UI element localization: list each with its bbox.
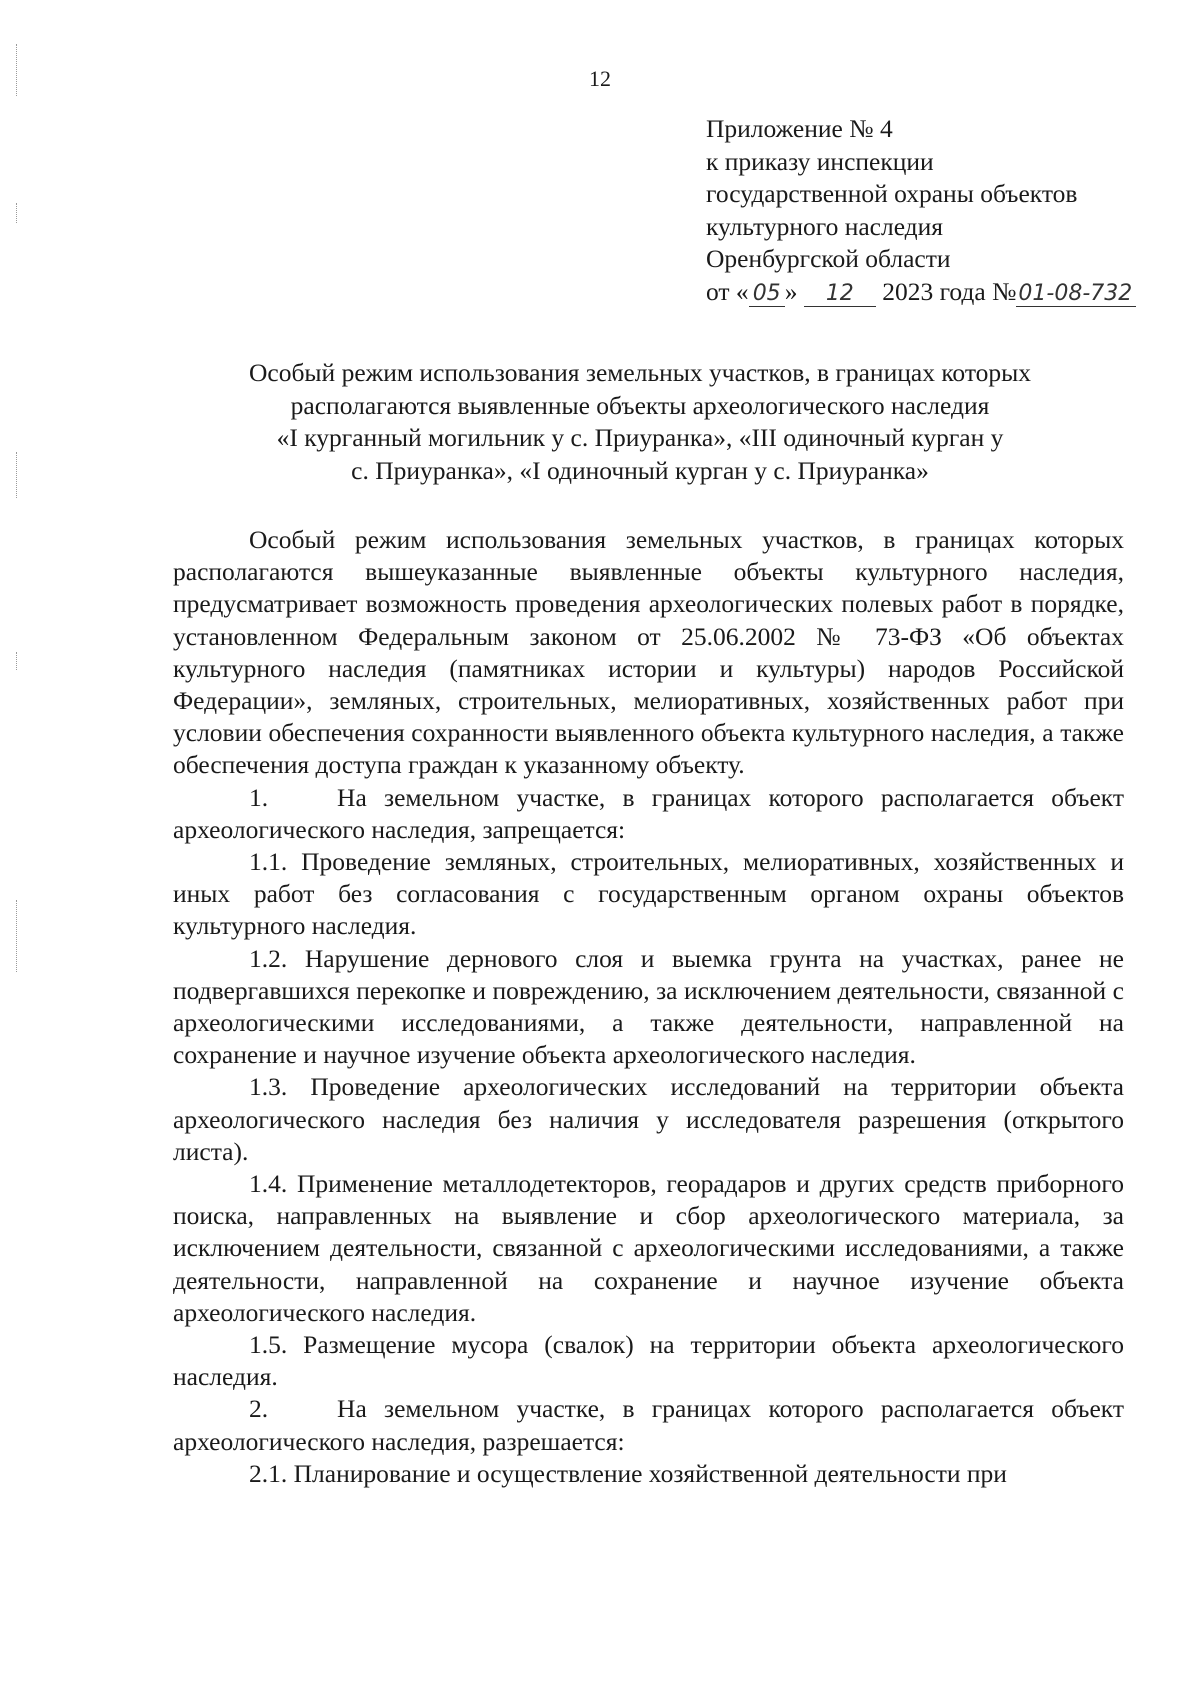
clause-2-1: 2.1. Планирование и осуществление хозяйственной деятельности при [249,1458,1007,1488]
scan-artifact [16,203,23,223]
clause-1-3: 1.3. Проведение археологических исследований на территории объекта археологического наследия без наличия у исследователя разрешения (открытого листа). [173,1072,1124,1166]
clause-1-2: 1.2. Нарушение дернового слоя и выемка грунта на участках, ранее не подвергавшихся перекопке и повреждению, за исключением деятельности, связанной с археологическими исследованиями, а также деятельности, направленной на сохранение и научное изучение объекта археологического наследия. [173,943,1124,1070]
appendix-line: Приложение № 4 [706,114,893,143]
clause-1-5: 1.5. Размещение мусора (свалок) на территории объекта археологического наследия. [173,1330,1124,1392]
date-prefix: от « [706,276,749,306]
handwritten-day: 05 [749,282,785,307]
appendix-header [706,113,1166,308]
title-line: Особый режим использования земельных участков, в границах которых [248,358,1032,387]
page-number: 12 [589,66,611,91]
date-mid: » [784,276,798,306]
clause-1-1: 1.1. Проведение земляных, строительных, мелиоративных, хозяйственных и иных работ без согласования с государственным органом охраны объектов культурного наследия. [173,847,1124,941]
scan-artifact [16,652,23,670]
handwritten-month: 12 [804,282,876,307]
scan-artifact [16,452,23,498]
handwritten-order-number: 01-08-732 [1016,282,1136,307]
appendix-line: Оренбургской области [706,244,951,273]
title-line: с. Приуранка», «I одиночный курган у с. Приуранка» [351,455,929,485]
clause-1: 1. На земельном участке, в границах которого располагается объект археологического наследия, запрещается: [173,782,1124,844]
scan-artifact [16,900,23,972]
clause-1-4: 1.4. Применение металлодетекторов, георадаров и других средств приборного поиска, направленных на выявление и сбор археологического материала, за исключением деятельности, связанной с археологическими исследованиями, а также деятельности, направленной на сохранение и научное изучение объекта археологического наследия. [173,1169,1124,1327]
intro-paragraph: Особый режим использования земельных участков, в границах которых располагаются вышеуказанные выявленные объекты культурного наследия, предусматривает возможность проведения археологических полевых работ в порядке, установленном Федеральным законом от 25.06.2002 № 73-ФЗ «Об объектах культурного наследия (памятниках истории и культуры) народов Российской Федерации», земляных, строительных, мелиоративных, хозяйственных работ при условии обеспечения сохранности выявленного объекта культурного наследия, а также обеспечения доступа граждан к указанному объекту. [173,525,1124,780]
appendix-line: к приказу инспекции [706,146,934,176]
document-title [170,357,1110,487]
title-line: располагаются выявленные объекты археологического наследия [290,390,990,420]
appendix-line: государственной охраны объектов [706,179,1078,208]
date-year: 2023 года № [882,276,1017,306]
appendix-date-line [706,276,1166,309]
appendix-line: культурного наследия [706,211,944,241]
document-body [173,524,1124,1490]
clause-2: 2. На земельном участке, в границах которого располагается объект археологического наследия, разрешается: [173,1394,1124,1456]
title-line: «I курганный могильник у с. Приуранка», «III одиночный курган у [276,423,1004,452]
